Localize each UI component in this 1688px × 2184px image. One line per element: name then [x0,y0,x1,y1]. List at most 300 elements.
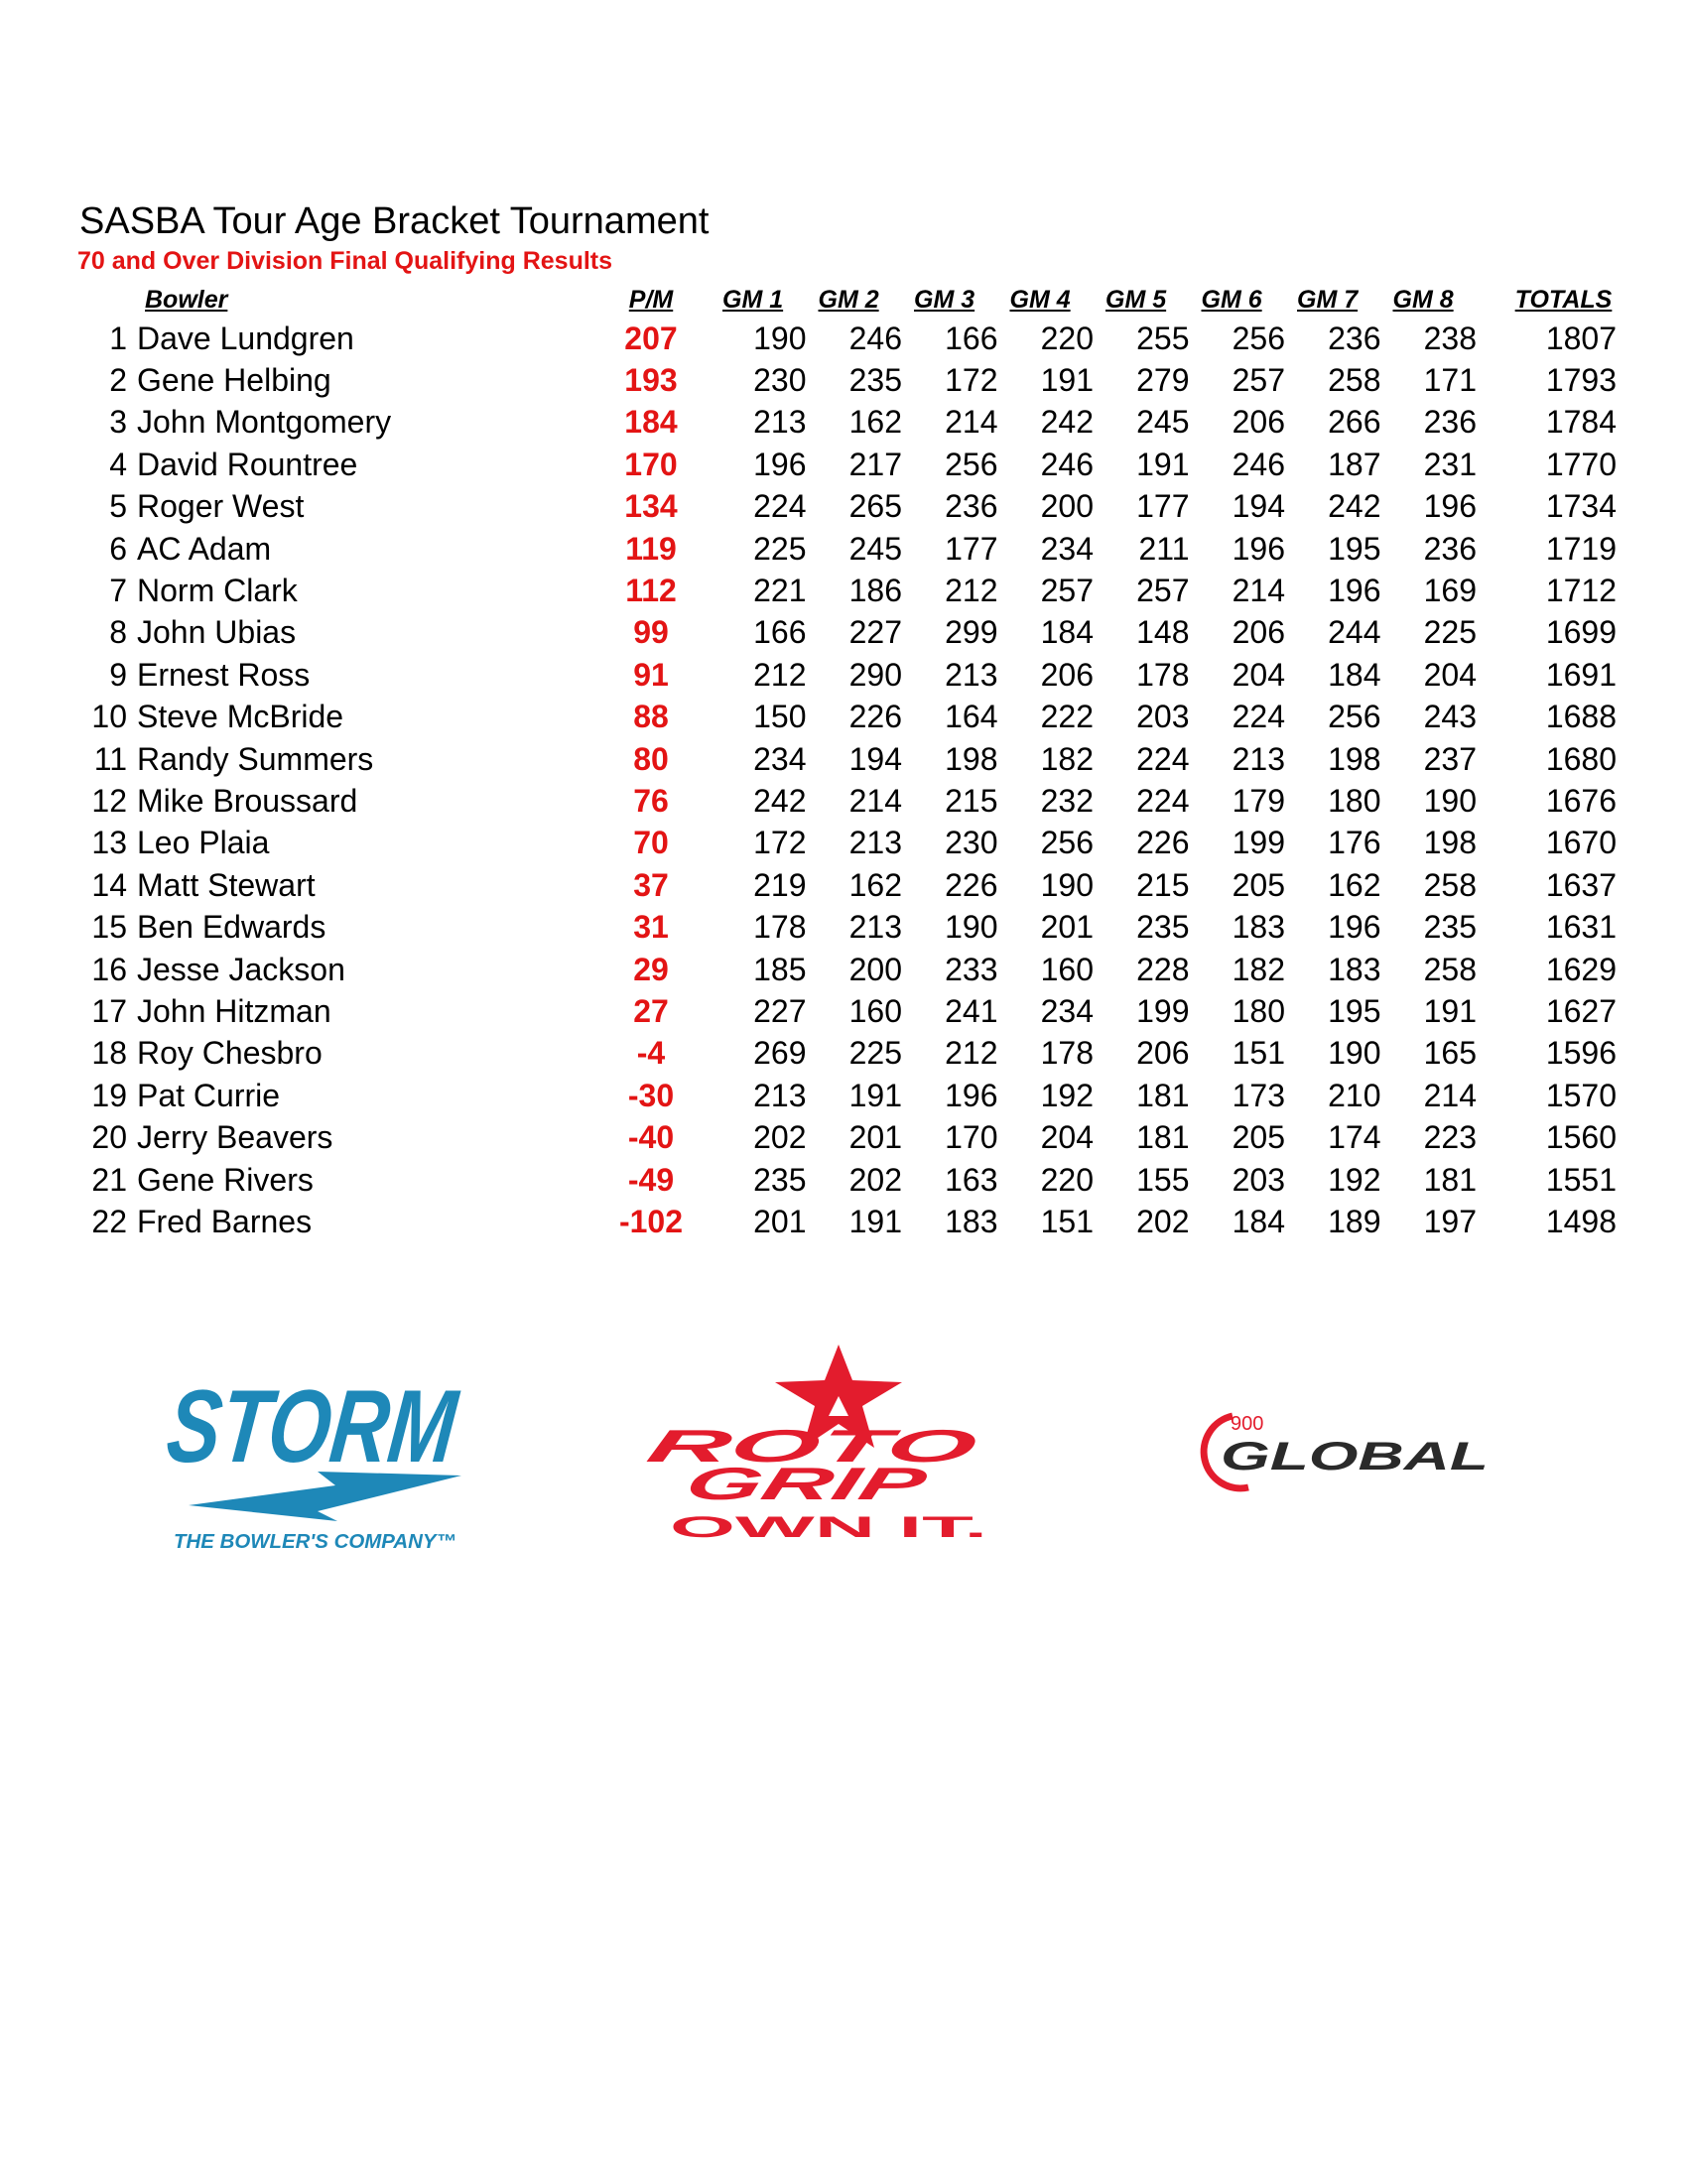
pm-cell: 91 [633,656,669,693]
bowler-name-cell: Fred Barnes [137,1203,313,1239]
game-1-cell: 219 [753,866,807,903]
header-gm6: GM 6 [1201,285,1262,314]
rank-cell: 22 [91,1203,127,1239]
game-5-cell: 181 [1136,1119,1190,1156]
table-row [60,1033,1630,1075]
game-7-cell: 256 [1328,699,1381,735]
storm-tagline: THE BOWLER'S COMPANY™ [174,1531,456,1553]
game-1-cell: 213 [753,1077,807,1113]
rank-cell: 5 [109,488,127,525]
game-6-cell: 205 [1232,866,1285,903]
game-5-cell: 245 [1136,404,1190,441]
game-4-cell: 190 [1040,866,1094,903]
game-1-cell: 224 [753,488,807,525]
total-cell: 1570 [1545,1077,1617,1113]
header-bowler: Bowler [145,285,228,314]
table-row [60,990,1630,1032]
game-6-cell: 214 [1232,573,1285,609]
game-8-cell: 204 [1423,656,1477,693]
table-row [60,1116,1630,1158]
bowler-name-cell: Matt Stewart [137,866,316,903]
game-5-cell: 191 [1136,446,1190,482]
pm-cell: 193 [624,362,678,399]
table-row [60,949,1630,990]
game-8-cell: 238 [1423,320,1477,356]
header-gm8: GM 8 [1392,285,1454,314]
bowler-name-cell: Ernest Ross [137,656,311,693]
game-4-cell: 234 [1040,530,1094,567]
pm-cell: 31 [633,909,669,946]
results-body [60,318,1630,1243]
game-8-cell: 171 [1423,362,1477,399]
game-5-cell: 228 [1136,951,1190,987]
bowler-name-cell: Leo Plaia [137,825,270,861]
game-3-cell: 177 [945,530,998,567]
game-3-cell: 196 [945,1077,998,1113]
game-6-cell: 184 [1232,1203,1285,1239]
game-5-cell: 178 [1136,656,1190,693]
total-cell: 1712 [1545,573,1617,609]
bowler-name-cell: John Montgomery [137,404,392,441]
game-7-cell: 196 [1328,573,1381,609]
game-5-cell: 202 [1136,1203,1190,1239]
game-6-cell: 204 [1232,656,1285,693]
game-1-cell: 178 [753,909,807,946]
game-5-cell: 206 [1136,1035,1190,1072]
game-1-cell: 227 [753,992,807,1029]
header-rank [60,282,127,318]
game-3-cell: 214 [945,404,998,441]
game-4-cell: 234 [1040,992,1094,1029]
game-8-cell: 181 [1423,1161,1477,1198]
game-5-cell: 235 [1136,909,1190,946]
header-gm5: GM 5 [1105,285,1167,314]
header-pm: P/M [628,285,674,314]
bowler-name-cell: John Ubias [137,614,297,651]
game-4-cell: 184 [1040,614,1094,651]
rank-cell: 9 [109,656,127,693]
total-cell: 1784 [1545,404,1617,441]
game-7-cell: 189 [1328,1203,1381,1239]
pm-cell: 134 [624,488,678,525]
storm-logo [162,1345,545,1563]
game-4-cell: 178 [1040,1035,1094,1072]
header-totals: TOTALS [1514,285,1613,314]
game-2-cell: 290 [848,656,902,693]
game-2-cell: 213 [848,909,902,946]
game-1-cell: 221 [753,573,807,609]
game-2-cell: 227 [848,614,902,651]
total-cell: 1807 [1545,320,1617,356]
grip-text: GRIP [680,1458,805,1509]
rank-cell: 17 [91,992,127,1029]
game-8-cell: 196 [1423,488,1477,525]
game-6-cell: 213 [1232,740,1285,777]
pm-cell: 119 [625,530,677,567]
total-cell: 1629 [1545,951,1617,987]
rank-cell: 21 [91,1161,127,1198]
bowler-name-cell: Mike Broussard [137,782,358,819]
total-cell: 1699 [1545,614,1617,651]
game-4-cell: 220 [1040,1161,1094,1198]
game-6-cell: 183 [1232,909,1285,946]
rank-cell: 18 [91,1035,127,1072]
game-2-cell: 245 [848,530,902,567]
table-row [60,612,1630,654]
pm-cell: 184 [624,404,678,441]
game-6-cell: 179 [1232,782,1285,819]
pm-cell: 76 [633,782,669,819]
rank-cell: 7 [109,573,127,609]
game-2-cell: 214 [848,782,902,819]
game-8-cell: 237 [1423,740,1477,777]
total-cell: 1680 [1545,740,1617,777]
bowler-name-cell: Norm Clark [137,573,298,609]
game-5-cell: 155 [1136,1161,1190,1198]
pm-cell: 27 [633,992,669,1029]
game-1-cell: 196 [753,446,807,482]
rank-cell: 11 [93,740,127,777]
table-row [60,528,1630,570]
bowler-name-cell: Ben Edwards [137,909,326,946]
rank-cell: 1 [109,320,127,356]
total-cell: 1734 [1545,488,1617,525]
game-7-cell: 195 [1328,530,1381,567]
game-4-cell: 206 [1040,656,1094,693]
page-subtitle: 70 and Over Division Final Qualifying Results [77,247,613,275]
game-1-cell: 166 [753,614,807,651]
game-2-cell: 201 [848,1119,902,1156]
game-8-cell: 235 [1423,909,1477,946]
game-4-cell: 246 [1040,446,1094,482]
total-cell: 1676 [1545,782,1617,819]
game-5-cell: 226 [1136,825,1190,861]
page-title: SASBA Tour Age Bracket Tournament [79,200,710,242]
game-3-cell: 164 [945,699,998,735]
game-6-cell: 206 [1232,614,1285,651]
game-4-cell: 222 [1040,699,1094,735]
game-7-cell: 258 [1328,362,1381,399]
game-3-cell: 166 [945,320,998,356]
total-cell: 1627 [1545,992,1617,1029]
roto-text: ROTO [642,1420,786,1472]
game-1-cell: 190 [753,320,807,356]
total-cell: 1691 [1545,656,1617,693]
pm-cell: 99 [633,614,669,651]
game-1-cell: 235 [753,1161,807,1198]
game-2-cell: 265 [848,488,902,525]
pm-cell: 88 [633,699,669,735]
roto-tagline: OWN IT. [670,1511,987,1544]
game-7-cell: 210 [1328,1077,1381,1113]
game-6-cell: 257 [1232,362,1285,399]
game-6-cell: 199 [1232,825,1285,861]
game-7-cell: 242 [1328,488,1381,525]
global-text: GLOBAL [1221,1435,1489,1478]
game-3-cell: 172 [945,362,998,399]
game-4-cell: 200 [1040,488,1094,525]
game-8-cell: 197 [1423,1203,1477,1239]
game-1-cell: 230 [753,362,807,399]
pm-cell: 207 [624,320,678,356]
rank-cell: 20 [91,1119,127,1156]
game-8-cell: 258 [1423,951,1477,987]
game-4-cell: 151 [1040,1203,1094,1239]
game-3-cell: 256 [945,446,998,482]
pm-cell: -4 [636,1035,666,1072]
game-2-cell: 162 [848,866,902,903]
game-6-cell: 246 [1232,446,1285,482]
table-row [60,823,1630,864]
pm-cell: 29 [633,951,669,987]
game-3-cell: 170 [945,1119,998,1156]
game-4-cell: 182 [1040,740,1094,777]
bowler-name-cell: Gene Helbing [137,362,331,399]
bowler-name-cell: Jesse Jackson [137,951,345,987]
game-2-cell: 191 [848,1077,902,1113]
game-6-cell: 256 [1232,320,1285,356]
table-row [60,780,1630,822]
game-6-cell: 203 [1232,1161,1285,1198]
game-4-cell: 201 [1040,909,1094,946]
bowler-name-cell: Gene Rivers [137,1161,314,1198]
game-8-cell: 191 [1423,992,1477,1029]
game-8-cell: 258 [1423,866,1477,903]
game-8-cell: 169 [1423,573,1477,609]
total-cell: 1670 [1545,825,1617,861]
game-2-cell: 200 [848,951,902,987]
game-6-cell: 205 [1232,1119,1285,1156]
game-2-cell: 225 [848,1035,902,1072]
table-row [60,864,1630,906]
game-3-cell: 226 [945,866,998,903]
game-4-cell: 191 [1040,362,1094,399]
total-cell: 1719 [1545,530,1617,567]
game-2-cell: 246 [848,320,902,356]
global-900-text: 900 [1231,1413,1264,1435]
bowler-name-cell: Pat Currie [137,1077,281,1113]
rank-cell: 14 [91,866,127,903]
pm-cell: 112 [625,573,677,609]
bowler-name-cell: John Hitzman [137,992,331,1029]
rank-cell: 6 [109,530,127,567]
rank-cell: 8 [109,614,127,651]
game-3-cell: 212 [945,573,998,609]
game-8-cell: 223 [1423,1119,1477,1156]
total-cell: 1637 [1545,866,1617,903]
game-1-cell: 202 [753,1119,807,1156]
table-row [60,1075,1630,1116]
rank-cell: 10 [91,699,127,735]
game-1-cell: 212 [753,656,807,693]
game-5-cell: 279 [1136,362,1190,399]
game-8-cell: 236 [1423,404,1477,441]
rank-cell: 13 [91,825,127,861]
rank-cell: 3 [109,404,127,441]
game-7-cell: 266 [1328,404,1381,441]
table-row [60,1159,1630,1201]
game-7-cell: 187 [1328,446,1381,482]
game-2-cell: 213 [848,825,902,861]
game-1-cell: 242 [753,782,807,819]
game-2-cell: 191 [848,1203,902,1239]
game-6-cell: 173 [1232,1077,1285,1113]
table-row [60,444,1630,485]
pm-cell: -40 [627,1119,675,1156]
table-row [60,402,1630,444]
pm-cell: -49 [627,1161,675,1198]
total-cell: 1631 [1545,909,1617,946]
game-8-cell: 165 [1423,1035,1477,1072]
game-3-cell: 163 [945,1161,998,1198]
game-3-cell: 183 [945,1203,998,1239]
rank-cell: 15 [91,909,127,946]
total-cell: 1793 [1545,362,1617,399]
bowler-name-cell: Steve McBride [137,699,344,735]
rank-cell: 12 [91,782,127,819]
game-7-cell: 190 [1328,1035,1381,1072]
game-4-cell: 232 [1040,782,1094,819]
pm-cell: -102 [618,1203,684,1239]
game-1-cell: 269 [753,1035,807,1072]
total-cell: 1770 [1545,446,1617,482]
total-cell: 1688 [1545,699,1617,735]
game-7-cell: 183 [1328,951,1381,987]
game-2-cell: 194 [848,740,902,777]
rank-cell: 19 [91,1077,127,1113]
table-row [60,738,1630,780]
game-5-cell: 211 [1138,530,1190,567]
storm-logo-text: STORM [162,1369,545,1484]
game-7-cell: 198 [1328,740,1381,777]
game-6-cell: 206 [1232,404,1285,441]
game-7-cell: 174 [1328,1119,1381,1156]
game-8-cell: 231 [1423,446,1477,482]
bowler-name-cell: David Rountree [137,446,358,482]
game-6-cell: 194 [1232,488,1285,525]
game-1-cell: 185 [753,951,807,987]
game-4-cell: 242 [1040,404,1094,441]
rank-cell: 4 [109,446,127,482]
game-5-cell: 148 [1136,614,1190,651]
game-3-cell: 213 [945,656,998,693]
game-5-cell: 199 [1136,992,1190,1029]
game-6-cell: 182 [1232,951,1285,987]
total-cell: 1560 [1545,1119,1617,1156]
game-6-cell: 151 [1232,1035,1285,1072]
game-7-cell: 192 [1328,1161,1381,1198]
game-8-cell: 243 [1423,699,1477,735]
table-row [60,1201,1630,1242]
header-gm2: GM 2 [818,285,879,314]
game-7-cell: 184 [1328,656,1381,693]
game-4-cell: 220 [1040,320,1094,356]
game-7-cell: 244 [1328,614,1381,651]
header-gm7: GM 7 [1297,285,1359,314]
game-2-cell: 226 [848,699,902,735]
game-8-cell: 190 [1423,782,1477,819]
game-4-cell: 192 [1040,1077,1094,1113]
game-5-cell: 203 [1136,699,1190,735]
game-5-cell: 255 [1136,320,1190,356]
header-gm1: GM 1 [722,285,784,314]
game-1-cell: 234 [753,740,807,777]
rank-cell: 16 [91,951,127,987]
game-5-cell: 224 [1136,782,1190,819]
table-row [60,570,1630,611]
game-3-cell: 215 [945,782,998,819]
game-1-cell: 172 [753,825,807,861]
header-row [60,282,1630,318]
game-8-cell: 198 [1423,825,1477,861]
results-table [60,282,1630,1243]
game-3-cell: 190 [945,909,998,946]
game-6-cell: 180 [1232,992,1285,1029]
game-7-cell: 236 [1328,320,1381,356]
game-2-cell: 202 [848,1161,902,1198]
game-1-cell: 213 [753,404,807,441]
game-2-cell: 235 [848,362,902,399]
game-4-cell: 160 [1040,951,1094,987]
total-cell: 1596 [1545,1035,1617,1072]
game-5-cell: 257 [1136,573,1190,609]
game-3-cell: 198 [945,740,998,777]
game-4-cell: 204 [1040,1119,1094,1156]
game-7-cell: 176 [1328,825,1381,861]
game-3-cell: 230 [945,825,998,861]
game-8-cell: 236 [1423,530,1477,567]
game-1-cell: 201 [753,1203,807,1239]
game-2-cell: 162 [848,404,902,441]
game-2-cell: 160 [848,992,902,1029]
game-1-cell: 225 [753,530,807,567]
pm-cell: 37 [633,866,669,903]
game-6-cell: 196 [1232,530,1285,567]
bowler-name-cell: Randy Summers [137,740,374,777]
pm-cell: -30 [627,1077,675,1113]
table-row [60,318,1630,359]
table-row [60,359,1630,401]
header-gm3: GM 3 [914,285,975,314]
game-3-cell: 212 [945,1035,998,1072]
total-cell: 1551 [1545,1161,1617,1198]
game-4-cell: 257 [1040,573,1094,609]
game-8-cell: 214 [1423,1077,1477,1113]
pm-cell: 80 [633,740,669,777]
bowler-name-cell: Roy Chesbro [137,1035,323,1072]
game-5-cell: 177 [1136,488,1190,525]
roto-grip-logo [642,1345,1017,1544]
game-7-cell: 196 [1328,909,1381,946]
game-2-cell: 186 [848,573,902,609]
table-row [60,486,1630,528]
total-cell: 1498 [1545,1203,1617,1239]
rank-cell: 2 [109,362,127,399]
game-7-cell: 195 [1328,992,1381,1029]
pm-cell: 70 [633,825,669,861]
game-1-cell: 150 [753,699,807,735]
game-2-cell: 217 [848,446,902,482]
game-5-cell: 181 [1136,1077,1190,1113]
game-8-cell: 225 [1423,614,1477,651]
table-row [60,906,1630,948]
game-3-cell: 236 [945,488,998,525]
game-7-cell: 162 [1328,866,1381,903]
game-5-cell: 224 [1136,740,1190,777]
header-gm4: GM 4 [1009,285,1071,314]
table-row [60,654,1630,696]
900-global-logo [1191,1404,1518,1493]
